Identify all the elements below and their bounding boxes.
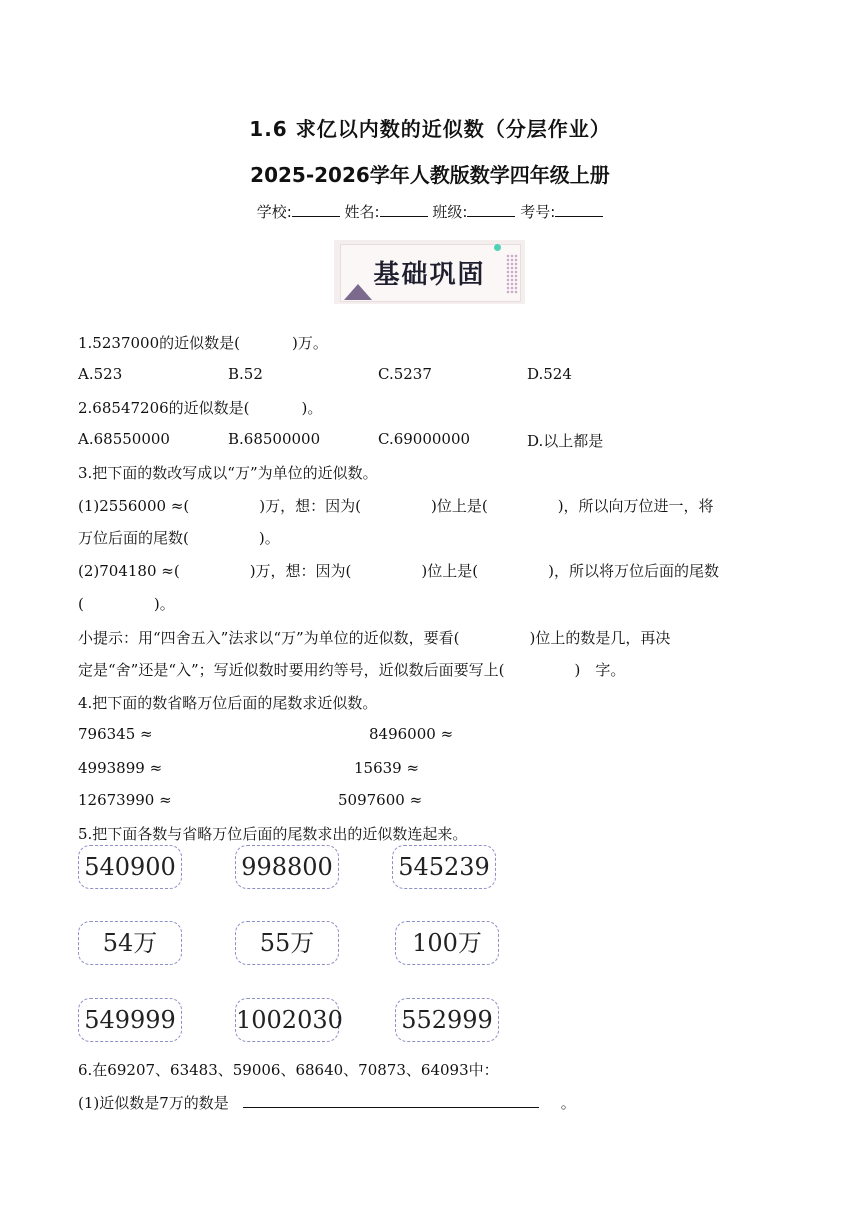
q2-option-a[interactable]: A.68550000: [78, 430, 170, 448]
q3-p2f: )。: [153, 595, 175, 613]
q3-p2e: (: [78, 595, 84, 613]
q3-part2-line1: [78, 560, 719, 581]
q1-option-c[interactable]: C.5237: [378, 365, 432, 383]
q3-p2b: )万，想：因为(: [249, 562, 352, 580]
q1-tail: )万。: [291, 334, 328, 352]
q4-item: 12673990 ≈: [78, 791, 172, 809]
q5-stem: 5.把下面各数与省略万位后面的尾数求出的近似数连起来。: [78, 825, 468, 843]
q3-p1c: )位上是(: [430, 497, 488, 515]
number-card[interactable]: 545239: [392, 845, 496, 889]
q3-p1a: (1)2556000 ≈(: [78, 497, 190, 515]
q1-option-b[interactable]: B.52: [228, 365, 263, 383]
q2-option-d[interactable]: D.以上都是: [527, 432, 604, 450]
q6-p1-end: 。: [560, 1094, 576, 1112]
q4-item: 5097600 ≈: [338, 791, 423, 809]
class-label: 班级:: [432, 203, 468, 221]
approx-card[interactable]: 55万: [235, 921, 339, 965]
approx-card[interactable]: 100万: [395, 921, 499, 965]
student-info: [0, 201, 860, 222]
page-title: 1.6 求亿以内数的近似数（分层作业）: [249, 117, 611, 141]
number-card[interactable]: 549999: [78, 998, 182, 1042]
q3-part1-line1: [78, 495, 714, 516]
class-blank[interactable]: [467, 202, 515, 217]
section-banner: [334, 240, 525, 304]
q2-option-c[interactable]: C.69000000: [378, 430, 471, 448]
q4-item: 8496000 ≈: [369, 725, 454, 743]
q3-tip1b: )位上的数是几，再决: [529, 629, 671, 647]
q2-stem: [78, 397, 322, 418]
q4-item: 15639 ≈: [354, 759, 420, 777]
q3-p2d: )，所以将万位后面的尾数: [548, 562, 719, 580]
q4-item: 796345 ≈: [78, 725, 153, 743]
school-blank[interactable]: [292, 202, 340, 217]
q3-p1d: )，所以向万位进一，将: [557, 497, 714, 515]
q3-p1b: )万，想：因为(: [259, 497, 361, 515]
q3-p2c: )位上是(: [421, 562, 479, 580]
school-label: 学校:: [256, 203, 292, 221]
q3-tip2b: ) 字。: [574, 661, 626, 679]
q3-part2-line2: [78, 593, 175, 614]
number-card[interactable]: 1002030: [235, 998, 339, 1042]
q2-option-b[interactable]: B.68500000: [228, 430, 321, 448]
q2-tail: )。: [301, 399, 323, 417]
q3-tip1a: 小提示：用“四舍五入”法求以“万”为单位的近似数，要看(: [78, 629, 460, 647]
q6-stem: 6.在69207、63483、59006、68640、70873、64093中：: [78, 1061, 499, 1079]
q3-p1e: 万位后面的尾数(: [78, 529, 189, 547]
q1-option-a[interactable]: A.523: [78, 365, 123, 383]
q4-item: 4993899 ≈: [78, 759, 163, 777]
q3-part1-line2: [78, 527, 280, 548]
q1-stem: [78, 332, 328, 353]
dot-decoration-icon: [494, 244, 501, 251]
number-card[interactable]: 998800: [235, 845, 339, 889]
q4-stem: 4.把下面的数省略万位后面的尾数求近似数。: [78, 694, 378, 712]
q1-option-d[interactable]: D.524: [527, 365, 572, 383]
q6-p1-text: (1)近似数是7万的数是: [78, 1094, 229, 1112]
q3-tip-line2: [78, 659, 625, 680]
name-label: 姓名:: [344, 203, 380, 221]
q2-stem-text: 2.68547206的近似数是(: [78, 399, 250, 417]
q3-tip-line1: [78, 627, 670, 648]
page-subtitle: 2025-2026学年人教版数学四年级上册: [250, 163, 610, 187]
number-card[interactable]: 552999: [395, 998, 499, 1042]
q3-tip2a: 定是“舍”还是“入”；写近似数时要用约等号，近似数后面要写上(: [78, 661, 505, 679]
banner-text: 基础巩固: [373, 260, 486, 290]
number-card[interactable]: 540900: [78, 845, 182, 889]
approx-card[interactable]: 54万: [78, 921, 182, 965]
number-label: 考号:: [520, 203, 556, 221]
q6-answer-blank[interactable]: [243, 1093, 539, 1108]
q6-part1: [78, 1092, 576, 1113]
q3-stem: 3.把下面的数改写成以“万”为单位的近似数。: [78, 464, 378, 482]
q1-stem-text: 1.5237000的近似数是(: [78, 334, 240, 352]
name-blank[interactable]: [380, 202, 428, 217]
q3-p1f: )。: [258, 529, 280, 547]
q3-p2a: (2)704180 ≈(: [78, 562, 180, 580]
number-blank[interactable]: [555, 202, 603, 217]
